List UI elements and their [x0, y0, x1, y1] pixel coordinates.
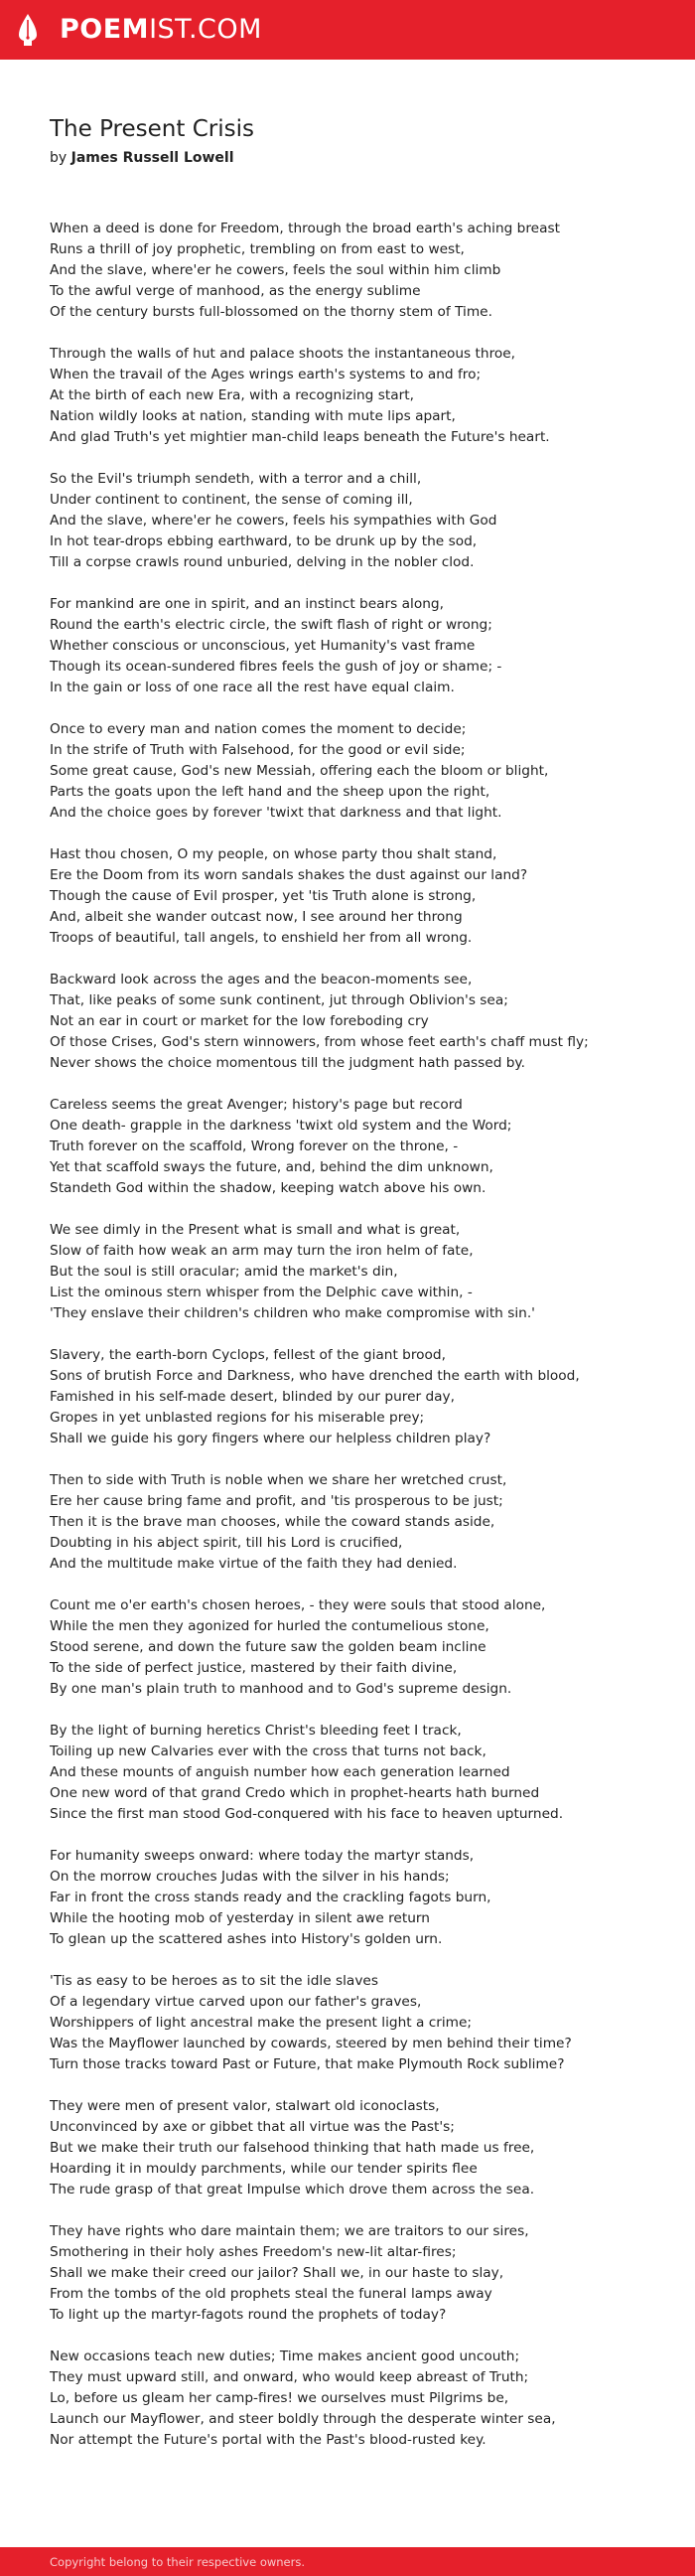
poem-line: They were men of present valor, stalwart old iconoclasts, — [50, 2098, 440, 2114]
author-name[interactable]: James Russell Lowell — [70, 150, 234, 166]
site-footer — [0, 2547, 695, 2576]
poem-line: Of those Crises, God's stern winnowers, from whose feet earth's chaff must fly; — [50, 1034, 589, 1050]
poem-line: In the strife of Truth with Falsehood, for the good or evil side; — [50, 742, 466, 758]
poem-line: Unconvinced by axe or gibbet that all virtue was the Past's; — [50, 2119, 455, 2135]
stanza — [50, 2096, 645, 2200]
poem-line: But we make their truth our falsehood thinking that hath made us free, — [50, 2140, 535, 2156]
poem-line: For humanity sweeps onward: where today the martyr stands, — [50, 1848, 475, 1864]
poem-line: By the light of burning heretics Christ's bleeding feet I track, — [50, 1723, 462, 1739]
stanza — [50, 219, 645, 323]
poem-line: 'They enslave their children's children who make compromise with sin.' — [50, 1305, 535, 1321]
stanza — [50, 1846, 645, 1950]
poem-line: Runs a thrill of joy prophetic, trembling on from east to west, — [50, 241, 465, 257]
stanza — [50, 1345, 645, 1449]
poem-line: One new word of that grand Credo which in prophet-hearts hath burned — [50, 1785, 540, 1801]
poem-line: They have rights who dare maintain them; we are traitors to our sires, — [50, 2223, 529, 2239]
poem-line: Whether conscious or unconscious, yet Humanity's vast frame — [50, 638, 476, 654]
stanza — [50, 719, 645, 824]
poem-line: Nation wildly looks at nation, standing with mute lips apart, — [50, 408, 456, 424]
poem-line: Ere her cause bring fame and profit, and 'tis prosperous to be just; — [50, 1493, 503, 1509]
logo-light-text: IST.COM — [149, 14, 262, 45]
site-header — [0, 0, 695, 60]
logo-bold-text: POEM — [60, 14, 150, 45]
poem-line: We see dimly in the Present what is small and what is great, — [50, 1222, 461, 1238]
poem-line: Launch our Mayflower, and steer boldly through the desperate winter sea, — [50, 2411, 556, 2427]
poem-line: Doubting in his abject spirit, till his Lord is crucified, — [50, 1535, 403, 1551]
poem-line: Nor attempt the Future's portal with the Past's blood-rusted key. — [50, 2432, 486, 2448]
poem-line: Standeth God within the shadow, keeping watch above his own. — [50, 1180, 486, 1196]
poem-line: Yet that scaffold sways the future, and, behind the dim unknown, — [50, 1159, 493, 1175]
poem-line: And the choice goes by forever 'twixt that darkness and that light. — [50, 805, 502, 821]
poem-line: And the multitude make virtue of the faith they had denied. — [50, 1556, 458, 1572]
stanza — [50, 844, 645, 949]
stanza — [50, 1595, 645, 1700]
poem-line: They must upward still, and onward, who would keep abreast of Truth; — [50, 2369, 529, 2385]
stanza — [50, 2221, 645, 2326]
poem-line: Stood serene, and down the future saw the golden beam incline — [50, 1639, 486, 1655]
poem-line: Troops of beautiful, tall angels, to enshield her from all wrong. — [50, 930, 473, 946]
poem-line: Under continent to continent, the sense of coming ill, — [50, 492, 413, 508]
poem-line: Backward look across the ages and the beacon-moments see, — [50, 972, 473, 987]
poem-line: But the soul is still oracular; amid the market's din, — [50, 1264, 398, 1280]
poem-line: And the slave, where'er he cowers, feels the soul within him climb — [50, 262, 501, 278]
poem-line: Shall we make their creed our jailor? Shall we, in our haste to slay, — [50, 2265, 504, 2281]
poem-line: While the hooting mob of yesterday in silent awe return — [50, 1910, 430, 1926]
poem-line: Sons of brutish Force and Darkness, who have drenched the earth with blood, — [50, 1368, 580, 1384]
poem-line: Slow of faith how weak an arm may turn the iron helm of fate, — [50, 1243, 474, 1259]
poem-line: Gropes in yet unblasted regions for his miserable prey; — [50, 1410, 425, 1426]
poem-line: Far in front the cross stands ready and the crackling fagots burn, — [50, 1890, 491, 1905]
poem-line: Of a legendary virtue carved upon our father's graves, — [50, 1994, 422, 2010]
stanza — [50, 1971, 645, 2075]
poem-line: Hast thou chosen, O my people, on whose party thou shalt stand, — [50, 846, 497, 862]
poem-line: And the slave, where'er he cowers, feels his sympathies with God — [50, 513, 497, 529]
poem-line: To the side of perfect justice, mastered by their faith divine, — [50, 1660, 458, 1676]
poem-line: Hoarding it in mouldy parchments, while our tender spirits flee — [50, 2161, 478, 2177]
poem-title: The Present Crisis — [50, 116, 254, 142]
poem-line: 'Tis as easy to be heroes as to sit the idle slaves — [50, 1973, 378, 1989]
poem-line: And these mounts of anguish number how each generation learned — [50, 1764, 510, 1780]
byline — [50, 147, 234, 169]
stanza — [50, 344, 645, 448]
poem-line: Of the century bursts full-blossomed on the thorny stem of Time. — [50, 304, 492, 320]
poem-line: While the men they agonized for hurled the contumelious stone, — [50, 1618, 489, 1634]
poem-line: Till a corpse crawls round unburied, delving in the nobler clod. — [50, 554, 475, 570]
stanza — [50, 2347, 645, 2451]
poem-line: Through the walls of hut and palace shoots the instantaneous throe, — [50, 346, 516, 362]
poem-line: The rude grasp of that great Impulse which drove them across the sea. — [50, 2182, 535, 2197]
poem-line: That, like peaks of some sunk continent, jut through Oblivion's sea; — [50, 992, 508, 1008]
poem-line: On the morrow crouches Judas with the silver in his hands; — [50, 1869, 450, 1885]
poem-line: Shall we guide his gory fingers where our helpless children play? — [50, 1431, 491, 1446]
poem-body — [50, 219, 645, 2472]
poem-line: Then to side with Truth is noble when we share her wretched crust, — [50, 1472, 507, 1488]
poem-line: Ere the Doom from its worn sandals shakes the dust against our land? — [50, 867, 528, 883]
stanza — [50, 594, 645, 698]
stanza — [50, 469, 645, 573]
poem-line: Famished in his self-made desert, blinded by our purer day, — [50, 1389, 455, 1405]
quill-pen-icon — [16, 13, 40, 47]
poem-line: Turn those tracks toward Past or Future, that make Plymouth Rock sublime? — [50, 2056, 565, 2072]
poem-line: Was the Mayflower launched by cowards, steered by men behind their time? — [50, 2036, 572, 2051]
poem-line: Then it is the brave man chooses, while the coward stands aside, — [50, 1514, 495, 1530]
poem-line: To glean up the scattered ashes into History's golden urn. — [50, 1931, 443, 1947]
poem-line: To light up the martyr-fagots round the prophets of today? — [50, 2307, 447, 2323]
stanza — [50, 970, 645, 1074]
poem-line: When a deed is done for Freedom, through the broad earth's aching breast — [50, 221, 560, 236]
poem-line: New occasions teach new duties; Time makes ancient good uncouth; — [50, 2349, 520, 2364]
poem-line: When the travail of the Ages wrings earth's systems to and fro; — [50, 367, 482, 382]
poem-line: List the ominous stern whisper from the Delphic cave within, - — [50, 1285, 473, 1300]
poem-line: And glad Truth's yet mightier man-child leaps beneath the Future's heart. — [50, 429, 550, 445]
poem-line: Some great cause, God's new Messiah, offering each the bloom or blight, — [50, 763, 549, 779]
poem-line: Though its ocean-sundered fibres feels the gush of joy or shame; - — [50, 659, 502, 675]
poem-line: Truth forever on the scaffold, Wrong forever on the throne, - — [50, 1138, 459, 1154]
by-label: by — [50, 150, 68, 166]
poem-line: And, albeit she wander outcast now, I see around her throng — [50, 909, 463, 925]
poem-line: Careless seems the great Avenger; history's page but record — [50, 1097, 463, 1113]
poem-line: One death- grapple in the darkness 'twixt old system and the Word; — [50, 1118, 512, 1134]
poem-line: So the Evil's triumph sendeth, with a terror and a chill, — [50, 471, 422, 487]
poem-line: Once to every man and nation comes the moment to decide; — [50, 721, 467, 737]
stanza — [50, 1470, 645, 1575]
site-logo-link[interactable] — [60, 13, 262, 47]
poem-line: By one man's plain truth to manhood and to God's supreme design. — [50, 1681, 512, 1697]
poem-line: Count me o'er earth's chosen heroes, - they were souls that stood alone, — [50, 1597, 546, 1613]
copyright-notice: Copyright belong to their respective owners. — [50, 2555, 306, 2569]
poem-line: Slavery, the earth-born Cyclops, fellest of the giant brood, — [50, 1347, 446, 1363]
poem-line: For mankind are one in spirit, and an instinct bears along, — [50, 596, 444, 612]
poem-line: Never shows the choice momentous till the judgment hath passed by. — [50, 1055, 525, 1071]
poem-line: Though the cause of Evil prosper, yet 'tis Truth alone is strong, — [50, 888, 477, 904]
stanza — [50, 1220, 645, 1324]
poem-line: Worshippers of light ancestral make the present light a crime; — [50, 2015, 473, 2031]
poem-line: Smothering in their holy ashes Freedom's new-lit altar-fires; — [50, 2244, 457, 2260]
poem-line: Since the first man stood God-conquered with his face to heaven upturned. — [50, 1806, 564, 1822]
poem-line: Lo, before us gleam her camp-fires! we ourselves must Pilgrims be, — [50, 2390, 509, 2406]
poem-line: Round the earth's electric circle, the swift flash of right or wrong; — [50, 617, 492, 633]
poem-line: In hot tear-drops ebbing earthward, to be drunk up by the sod, — [50, 533, 478, 549]
poem-line: Parts the goats upon the left hand and the sheep upon the right, — [50, 784, 490, 800]
poem-line: At the birth of each new Era, with a recognizing start, — [50, 387, 414, 403]
poem-line: Toiling up new Calvaries ever with the cross that turns not back, — [50, 1743, 486, 1759]
poem-line: From the tombs of the old prophets steal the funeral lamps away — [50, 2286, 492, 2302]
poem-line: Not an ear in court or market for the low foreboding cry — [50, 1013, 429, 1029]
poem-line: To the awful verge of manhood, as the energy sublime — [50, 283, 421, 299]
poem-line: In the gain or loss of one race all the rest have equal claim. — [50, 680, 455, 695]
stanza — [50, 1095, 645, 1199]
stanza — [50, 1721, 645, 1825]
